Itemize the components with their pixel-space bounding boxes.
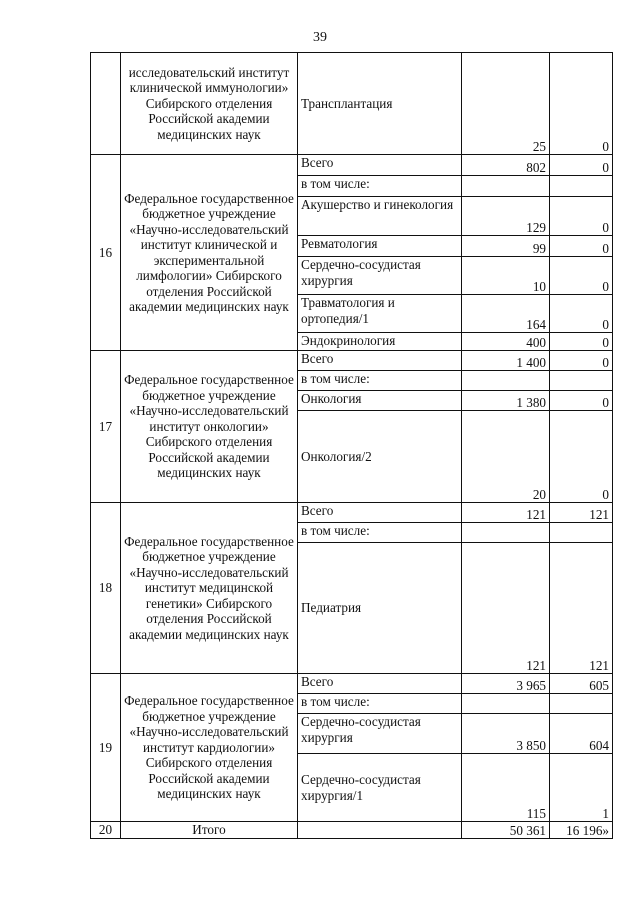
profile-cell: Эндокринология	[298, 333, 462, 351]
profile-cell: Онкология	[298, 391, 462, 411]
table-row	[91, 351, 613, 371]
value-cell: 1 380	[462, 391, 550, 411]
profile-cell: Всего	[298, 155, 462, 176]
organization-name: исследовательский институт клинической иммунологии» Сибирского отделения Российской академии медицинских наук	[121, 53, 298, 155]
profile-cell: Педиатрия	[298, 543, 462, 674]
value-cell: 3 850	[462, 714, 550, 754]
organization-name: Федеральное государственное бюджетное учреждение «Научно-исследовательский институт онкологии» Сибирского отделения Российской академии медицинских наук	[121, 351, 298, 503]
page-number: 39	[313, 30, 327, 45]
profile-cell: Сердечно-сосудистая хирургия	[298, 714, 462, 754]
table-row	[91, 53, 613, 155]
row-number: 16	[91, 155, 121, 351]
total-value: 50 361	[462, 822, 550, 839]
row-number: 17	[91, 351, 121, 503]
value-cell: 604	[550, 714, 613, 754]
total-value: 16 196»	[550, 822, 613, 839]
value-cell: 115	[462, 754, 550, 822]
value-cell	[462, 371, 550, 391]
organization-name: Федеральное государственное бюджетное учреждение «Научно-исследовательский институт медицинской генетики» Сибирского отделения Российской академии медицинских наук	[121, 503, 298, 674]
value-cell: 400	[462, 333, 550, 351]
value-cell: 0	[550, 236, 613, 257]
table-row	[91, 674, 613, 694]
value-cell	[462, 176, 550, 197]
profile-cell: в том числе:	[298, 523, 462, 543]
profile-cell: в том числе:	[298, 371, 462, 391]
profile-cell: в том числе:	[298, 694, 462, 714]
value-cell: 0	[550, 295, 613, 333]
value-cell	[550, 694, 613, 714]
value-cell: 164	[462, 295, 550, 333]
value-cell: 0	[550, 197, 613, 236]
profile-cell: Всего	[298, 503, 462, 523]
table-row	[91, 503, 613, 523]
value-cell: 0	[550, 333, 613, 351]
profile-cell: Акушерство и гинекология	[298, 197, 462, 236]
row-number: 20	[91, 822, 121, 839]
profile-cell: Трансплантация	[298, 53, 462, 155]
total-label: Итого	[121, 822, 298, 839]
value-cell: 1	[550, 754, 613, 822]
value-cell	[550, 176, 613, 197]
row-number	[91, 53, 121, 155]
value-cell: 0	[550, 351, 613, 371]
value-cell: 20	[462, 411, 550, 503]
organization-name: Федеральное государственное бюджетное учреждение «Научно-исследовательский институт кардиологии» Сибирского отделения Российской академии медицинских наук	[121, 674, 298, 822]
value-cell	[550, 523, 613, 543]
profile-cell	[298, 822, 462, 839]
value-cell: 129	[462, 197, 550, 236]
value-cell: 802	[462, 155, 550, 176]
value-cell: 10	[462, 257, 550, 295]
profile-cell: Всего	[298, 351, 462, 371]
total-row	[91, 822, 613, 839]
value-cell: 0	[550, 411, 613, 503]
profile-cell: Ревматология	[298, 236, 462, 257]
organization-name: Федеральное государственное бюджетное учреждение «Научно-исследовательский институт клинической и экспериментальной лимфологии» Сибирского отделения Российской академии медицинских наук	[121, 155, 298, 351]
value-cell: 605	[550, 674, 613, 694]
table-row	[91, 155, 613, 176]
value-cell: 0	[550, 53, 613, 155]
value-cell: 0	[550, 391, 613, 411]
quota-table	[90, 52, 613, 839]
value-cell: 121	[550, 503, 613, 523]
value-cell	[462, 694, 550, 714]
value-cell: 99	[462, 236, 550, 257]
value-cell: 121	[550, 543, 613, 674]
value-cell: 3 965	[462, 674, 550, 694]
value-cell: 0	[550, 257, 613, 295]
row-number: 19	[91, 674, 121, 822]
profile-cell: в том числе:	[298, 176, 462, 197]
value-cell: 25	[462, 53, 550, 155]
value-cell: 121	[462, 503, 550, 523]
value-cell	[462, 523, 550, 543]
value-cell: 0	[550, 155, 613, 176]
profile-cell: Всего	[298, 674, 462, 694]
profile-cell: Сердечно-сосудистая хирургия	[298, 257, 462, 295]
value-cell: 1 400	[462, 351, 550, 371]
row-number: 18	[91, 503, 121, 674]
profile-cell: Онкология/2	[298, 411, 462, 503]
profile-cell: Сердечно-сосудистая хирургия/1	[298, 754, 462, 822]
value-cell	[550, 371, 613, 391]
profile-cell: Травматология и ортопедия/1	[298, 295, 462, 333]
value-cell: 121	[462, 543, 550, 674]
